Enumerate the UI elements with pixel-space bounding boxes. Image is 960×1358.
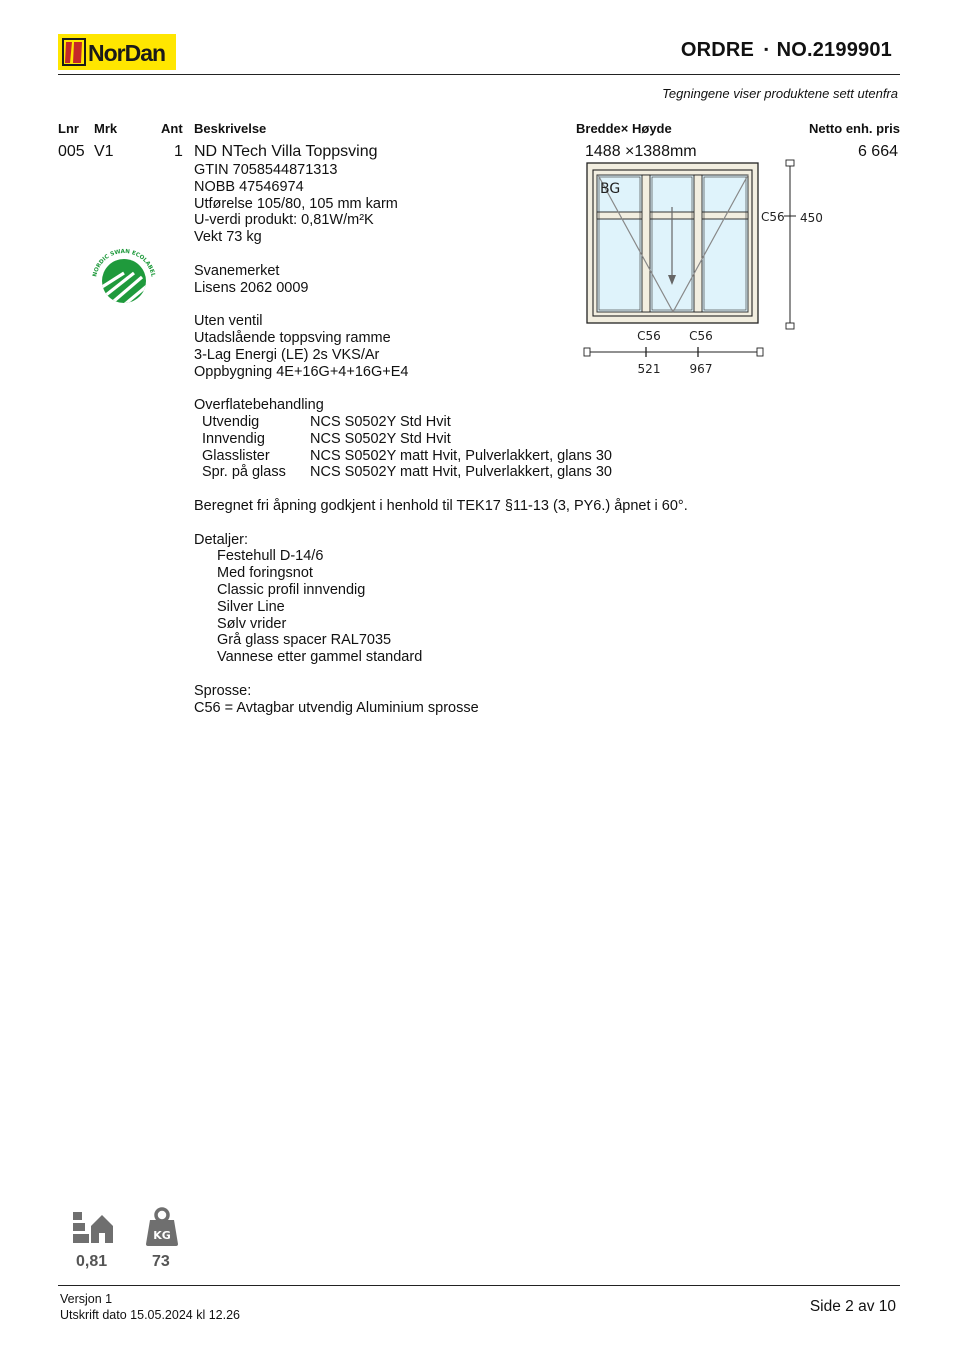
surface-label: Glasslister (202, 447, 270, 464)
item-mrk: V1 (94, 143, 114, 160)
spec-nobb: NOBB 47546974 (194, 178, 304, 195)
surface-value: NCS S0502Y Std Hvit (310, 430, 451, 447)
item-price: 6 664 (857, 143, 898, 160)
dimension-right: 967 (689, 362, 713, 376)
surface-row (194, 414, 688, 431)
construction-line: Oppbygning 4E+16G+4+16G+E4 (194, 363, 409, 380)
drawing-note: Tegningene viser produktene sett utenfra (662, 86, 898, 101)
detail-item: Silver Line (217, 598, 285, 615)
footer-info (60, 1291, 240, 1323)
order-label: ORDRE (680, 39, 755, 61)
spec-execution: Utførelse 105/80, 105 mm karm (194, 195, 398, 212)
weight-value: 73 (152, 1253, 170, 1270)
item-title: ND NTech Villa Toppsving (194, 143, 378, 160)
print-date: Utskrift dato 15.05.2024 kl 12.26 (60, 1308, 240, 1322)
details-title: Detaljer: (194, 531, 248, 548)
eco-label-name: Svanemerket (194, 262, 280, 279)
side-dimension: 450 (800, 211, 823, 225)
opening-note: Beregnet fri åpning godkjent i henhold til TEK17 §11-13 (3, PY6.) åpnet i 60°. (194, 497, 688, 514)
item-dimensions: 1488 ×1388mm (585, 143, 697, 160)
spec-u-value: U-verdi produkt: 0,81W/m²K (194, 212, 374, 229)
col-price: Netto enh. pris (808, 121, 900, 136)
surface-label: Innvendig (202, 430, 265, 447)
logo-window-icon (62, 38, 86, 66)
nordan-logo (58, 34, 176, 70)
spec-gtin: GTIN 7058544871313 (194, 162, 338, 178)
surface-value: NCS S0502Y Std Hvit (310, 413, 451, 430)
u-value-house-icon (71, 1208, 115, 1248)
order-number: NO.2199901 (776, 39, 892, 61)
construction-line: Utadslående toppsving ramme (194, 329, 391, 346)
window-drawing (578, 155, 838, 380)
item-ant: 1 (174, 143, 183, 160)
muntin-left-label: C56 (637, 329, 661, 343)
u-value: 0,81 (76, 1253, 108, 1270)
order-title (681, 39, 892, 62)
muntin-right-label: C56 (689, 329, 713, 343)
glass-label: BG (600, 181, 621, 197)
detail-item: Grå glass spacer RAL7035 (217, 632, 392, 649)
surface-label: Spr. på glass (202, 464, 286, 481)
brand-name: NorDan (88, 40, 166, 66)
detail-item: Med foringsnot (217, 565, 313, 582)
sprosse-value: C56 = Avtagbar utvendig Aluminium sprosse (194, 699, 479, 716)
surface-label: Utvendig (202, 413, 260, 430)
surface-value: NCS S0502Y matt Hvit, Pulverlakkert, glans 30 (310, 447, 612, 464)
surface-row (194, 431, 688, 448)
order-separator: ▪ (764, 42, 769, 56)
muntin-side-label: C56 (761, 210, 785, 224)
footer-divider (58, 1285, 900, 1286)
col-lnr: Lnr (58, 121, 79, 136)
surface-row (194, 464, 688, 481)
header-divider (58, 74, 900, 75)
construction-line: Uten ventil (194, 313, 263, 330)
version: Versjon 1 (60, 1292, 113, 1306)
col-beskrivelse: Beskrivelse (194, 121, 267, 136)
weight-badge: KG (153, 1229, 171, 1242)
construction-line: 3-Lag Energi (LE) 2s VKS/Ar (194, 346, 380, 363)
sprosse-title: Sprosse: (194, 682, 252, 699)
col-ant: Ant (161, 121, 183, 136)
ecolabel-text: NORDIC SWAN ECOLABEL (92, 248, 156, 278)
surface-value: NCS S0502Y matt Hvit, Pulverlakkert, glans 30 (310, 464, 612, 481)
eco-license: Lisens 2062 0009 (194, 279, 309, 296)
nordic-swan-ecolabel (88, 243, 160, 305)
item-lnr: 005 (58, 143, 85, 160)
spec-weight: Vekt 73 kg (194, 229, 262, 246)
detail-item: Sølv vrider (217, 615, 287, 632)
surface-row (194, 448, 688, 465)
col-mrk: Mrk (94, 121, 118, 136)
detail-item: Classic profil innvendig (217, 581, 366, 598)
dimension-left: 521 (637, 362, 661, 376)
weight-icon (144, 1206, 180, 1248)
detail-item: Festehull D-14/6 (217, 548, 324, 565)
col-dimensions: Bredde× Høyde (576, 121, 672, 136)
page-number: Side 2 av 10 (809, 1298, 896, 1315)
detail-item: Vannese etter gammel standard (217, 649, 423, 666)
surface-title: Overflatebehandling (194, 397, 324, 414)
